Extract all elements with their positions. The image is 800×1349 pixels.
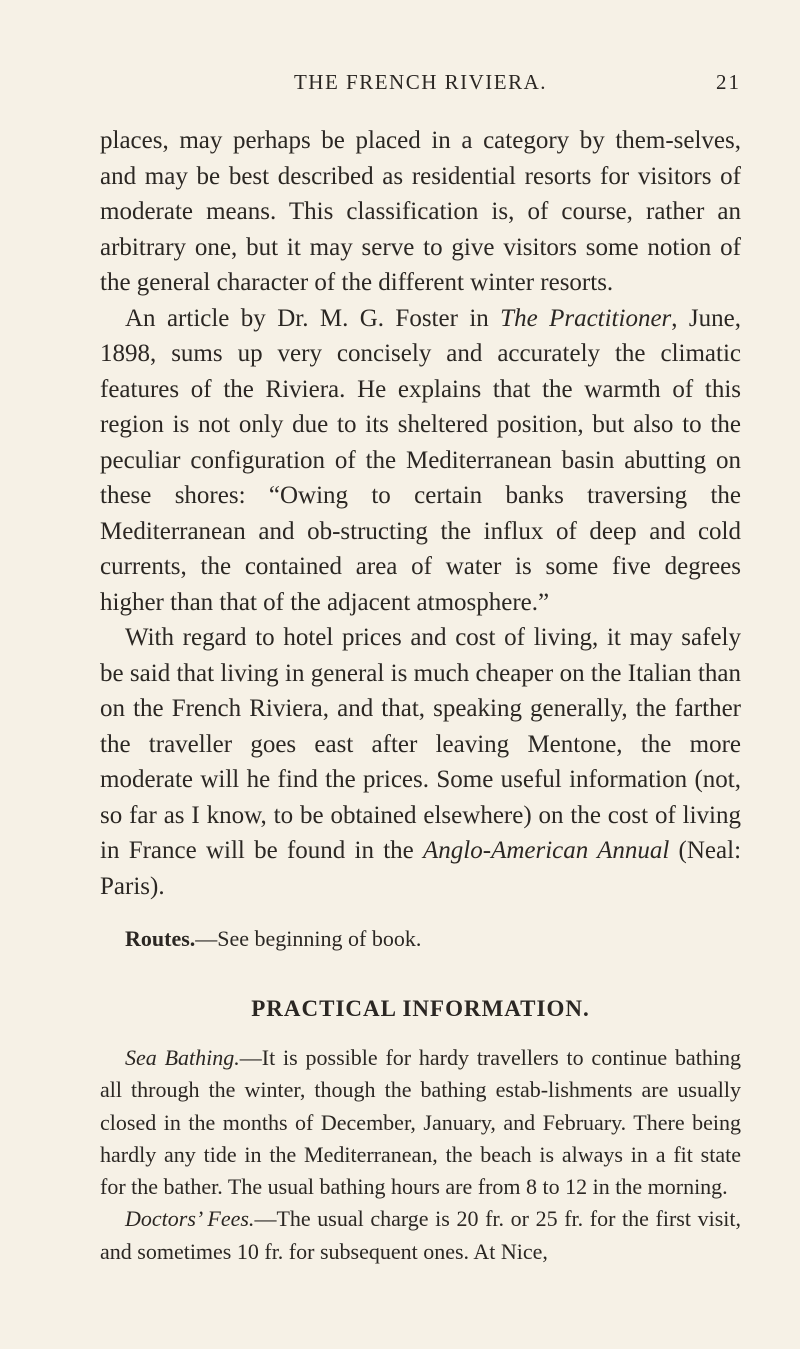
running-head [100, 70, 741, 100]
doctors-fees-label: Doctors’ Fees. [125, 1206, 255, 1232]
paragraph-prices [100, 620, 741, 904]
routes-text: —See beginning of book. [195, 926, 422, 951]
running-head-title: THE FRENCH RIVIERA. [293, 70, 548, 94]
paragraph-resorts: places, may perhaps be placed in a category by them-selves, and may be best described as residential resorts for visitors of moderate means. This classification is, of course, rather an arbitrary one, but it may serve to give visitors some notion of the general character of the different winter resorts. [100, 127, 741, 296]
sea-bathing-label: Sea Bathing. [125, 1045, 240, 1070]
page-number: 21 [716, 70, 741, 94]
paragraph-doctors-fees [100, 1203, 741, 1268]
paragraph-prices-body: With regard to hotel prices and cost of living, it may safely be said that living in general is much cheaper on the Italian than on the French Riviera, and that, speaking generally, the farther the traveller goes east after leaving Mentone, the more moderate will he find the prices. Some useful information (not, so far as I know, to be obtained elsewhere) on the cost of living in France will be found in the [100, 624, 741, 864]
section-heading: PRACTICAL INFORMATION. [251, 996, 590, 1021]
routes-label: Routes. [125, 926, 196, 951]
annual-title: Anglo-American Annual [423, 837, 670, 864]
paragraph-climate-intro: An article by Dr. M. G. Foster in [125, 304, 501, 332]
routes-note [100, 924, 741, 954]
paragraph-sea-bathing [100, 1042, 741, 1203]
paragraph-climate-body: , June, 1898, sums up very concisely and accurately the climatic features of the Riviera. He explains that the warmth of this region is not only due to its sheltered position, but also to the peculiar configuration of the Mediterranean basin abutting on these shores: “Owing to certain banks traversing the Mediterranean and ob-structing the influx of deep and cold currents, the contained area of water is some five degrees higher than that of the adjacent atmosphere.” [100, 304, 742, 616]
journal-title: The Practitioner [500, 304, 672, 332]
book-page [100, 70, 741, 1268]
sea-bathing-text: —It is possible for hardy travellers to continue bathing all through the winter, though the bathing estab-lishments are usually closed in the months of December, January, and February. There being hardly any tide in the Mediterranean, the beach is always in a fit state for the bather. The usual bathing hours are from 8 to 12 in the morning. [100, 1045, 741, 1200]
paragraph-prices-end: (Neal: Paris). [100, 837, 742, 900]
doctors-fees-text: —The usual charge is 20 fr. or 25 fr. for the first visit, and sometimes 10 fr. for subsequent ones. At Nice, [100, 1206, 742, 1264]
paragraph-climate [100, 301, 741, 621]
